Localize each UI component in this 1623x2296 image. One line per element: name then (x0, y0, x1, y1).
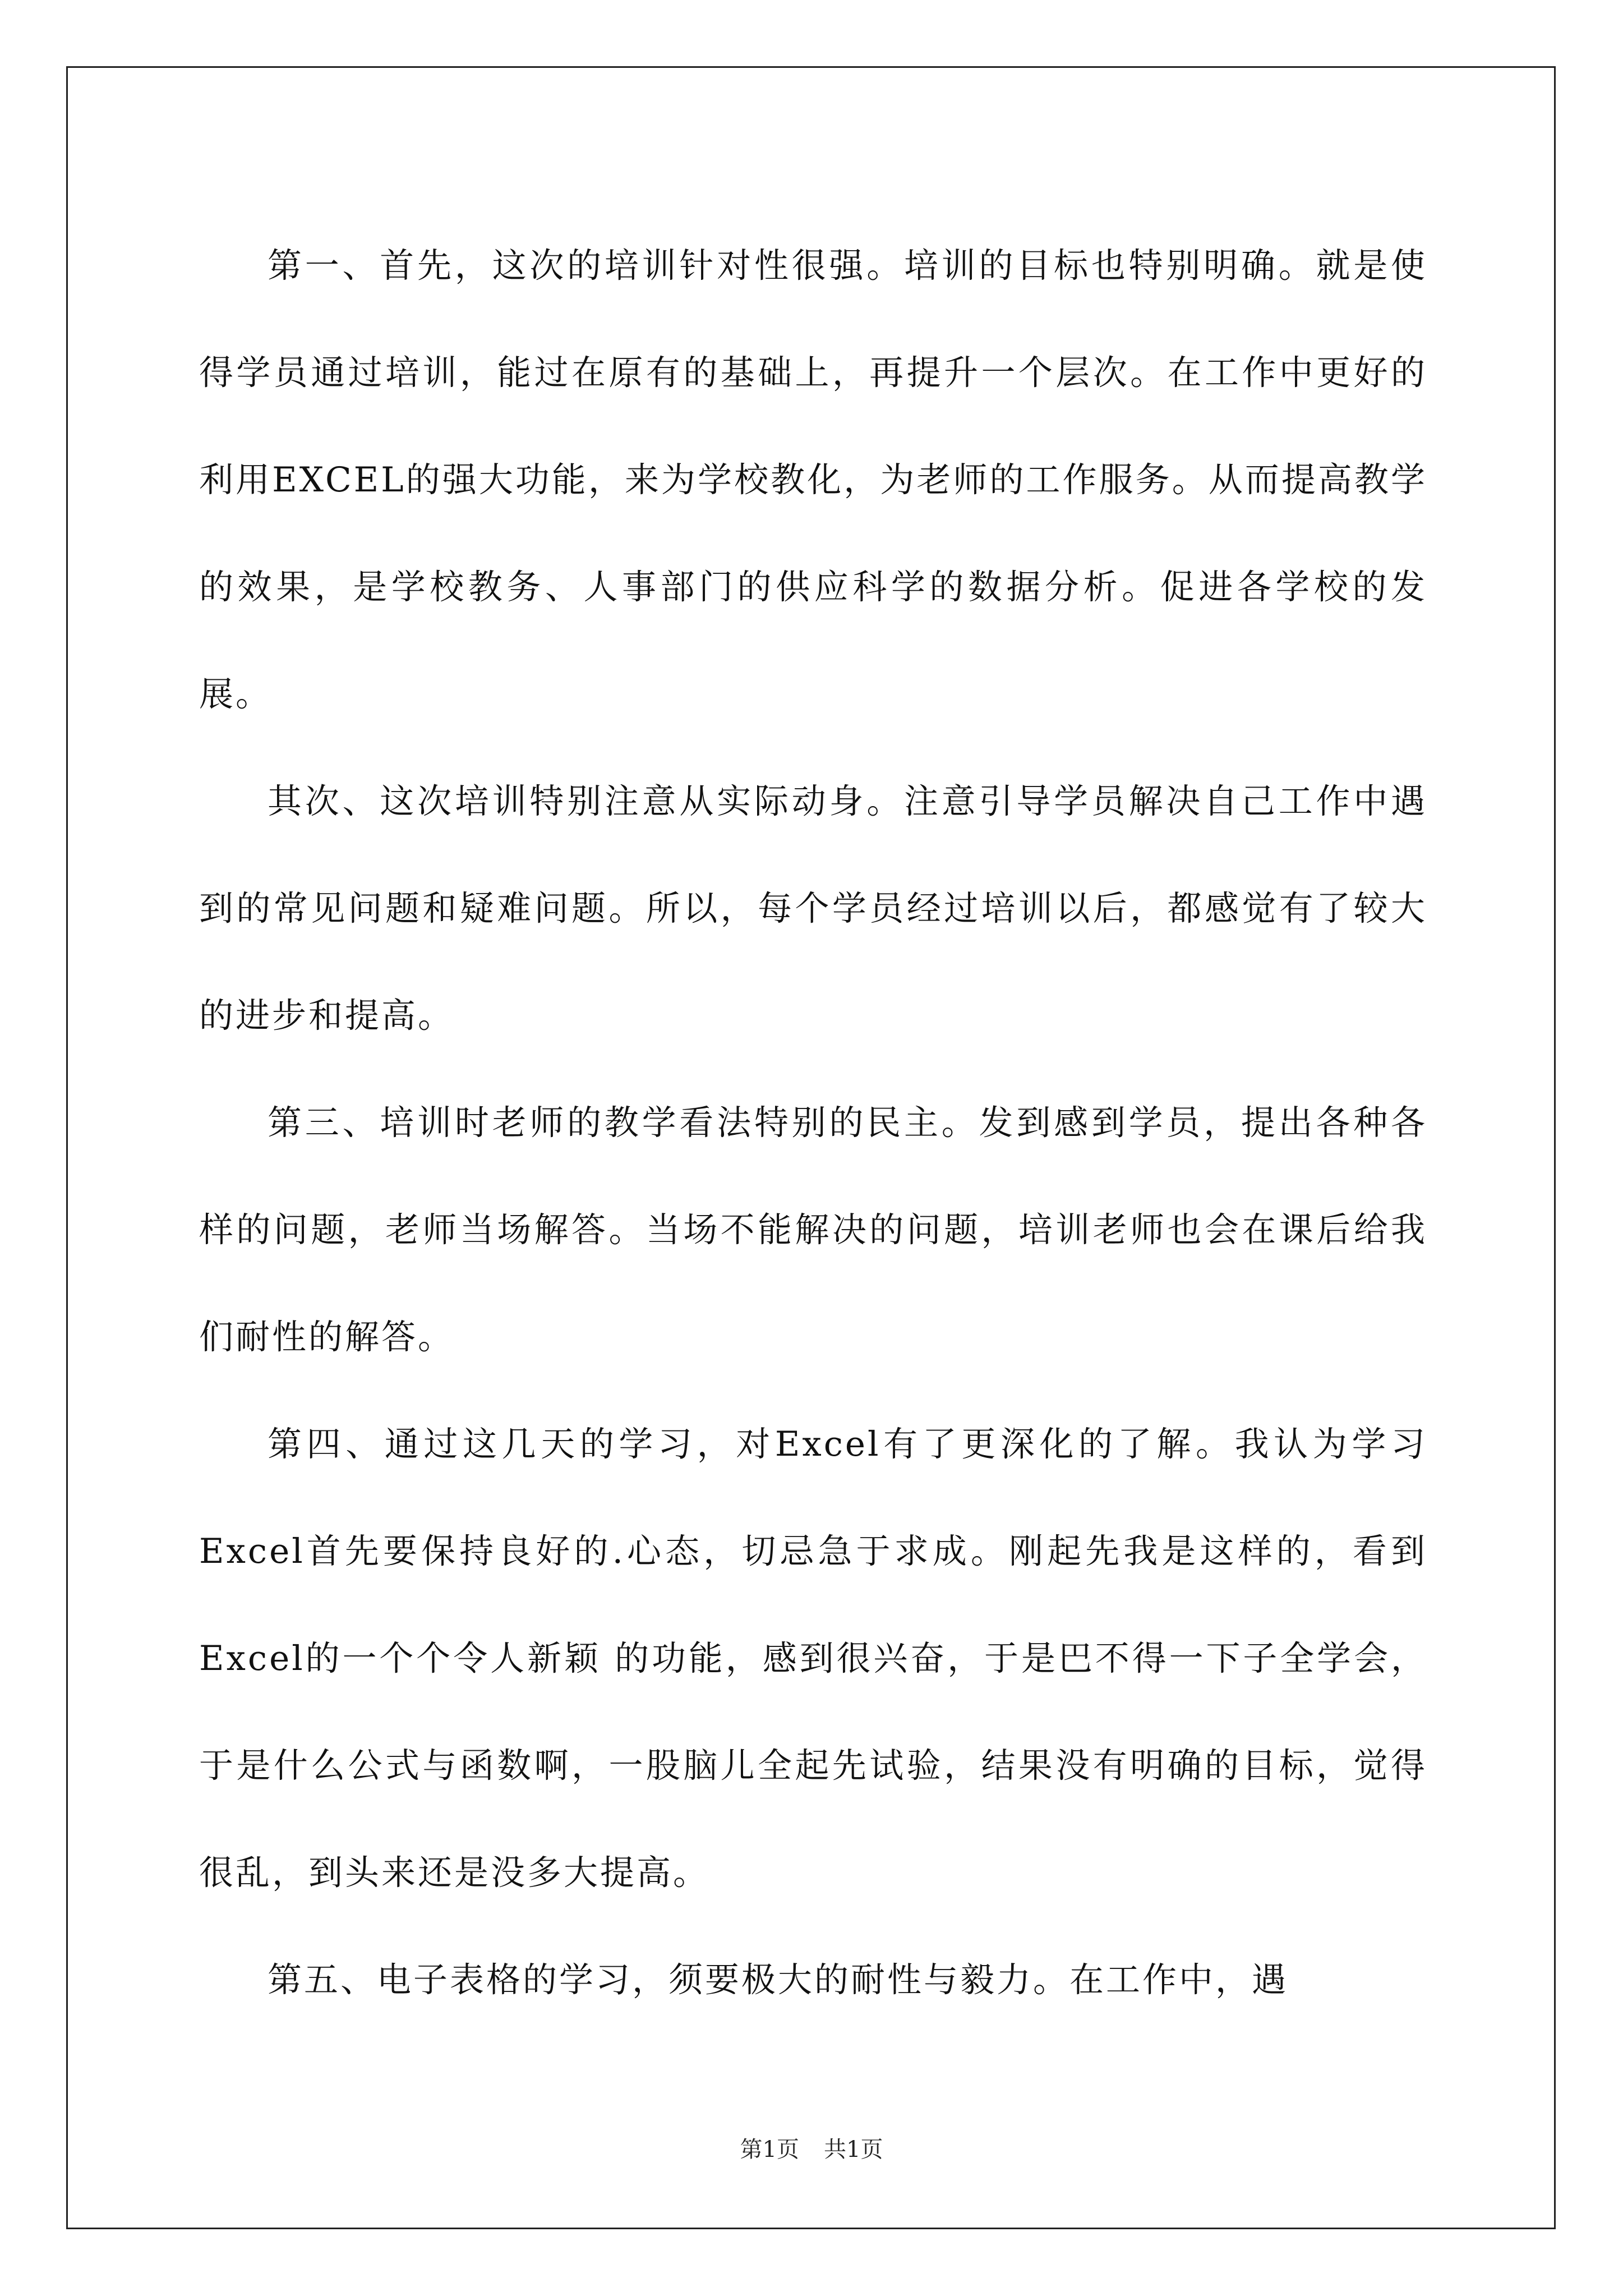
paragraph-1: 第一、首先，这次的培训针对性很强。培训的目标也特别明确。就是使得学员通过培训，能过在原有的基础上，再提升一个层次。在工作中更好的利用EXCEL的强大功能，来为学校教化，为老师的工作服务。从而提高教学的效果，是学校教务、人事部门的供应科学的数据分析。促进各学校的发展。 (199, 246, 1427, 714)
paragraph-4: 第四、通过这几天的学习，对Excel有了更深化的了解。我认为学习Excel首先要保持良好的.心态，切忌急于求成。刚起先我是这样的，看到Excel的一个个令人新颖 的功能，感到很兴奋，于是巴不得一下子全学会，于是什么公式与函数啊，一股脑儿全起先试验，结果没有明确的目标，觉得很乱，到头来还是没多大提高。 (199, 1424, 1427, 1893)
page-number: 第1页 (740, 2137, 799, 2162)
paragraph-3: 第三、培训时老师的教学看法特别的民主。发到感到学员，提出各种各样的问题，老师当场解答。当场不能解决的问题，培训老师也会在课后给我们耐性的解答。 (199, 1103, 1427, 1357)
page-footer (0, 2132, 1623, 2164)
page-total: 共1页 (824, 2137, 883, 2162)
document-body (199, 212, 1427, 2033)
paragraph-2: 其次、这次培训特别注意从实际动身。注意引导学员解决自己工作中遇到的常见问题和疑难问题。所以，每个学员经过培训以后，都感觉有了较大的进步和提高。 (199, 781, 1427, 1036)
paragraph-5: 第五、电子表格的学习，须要极大的耐性与毅力。在工作中，遇 (268, 1960, 1289, 2000)
